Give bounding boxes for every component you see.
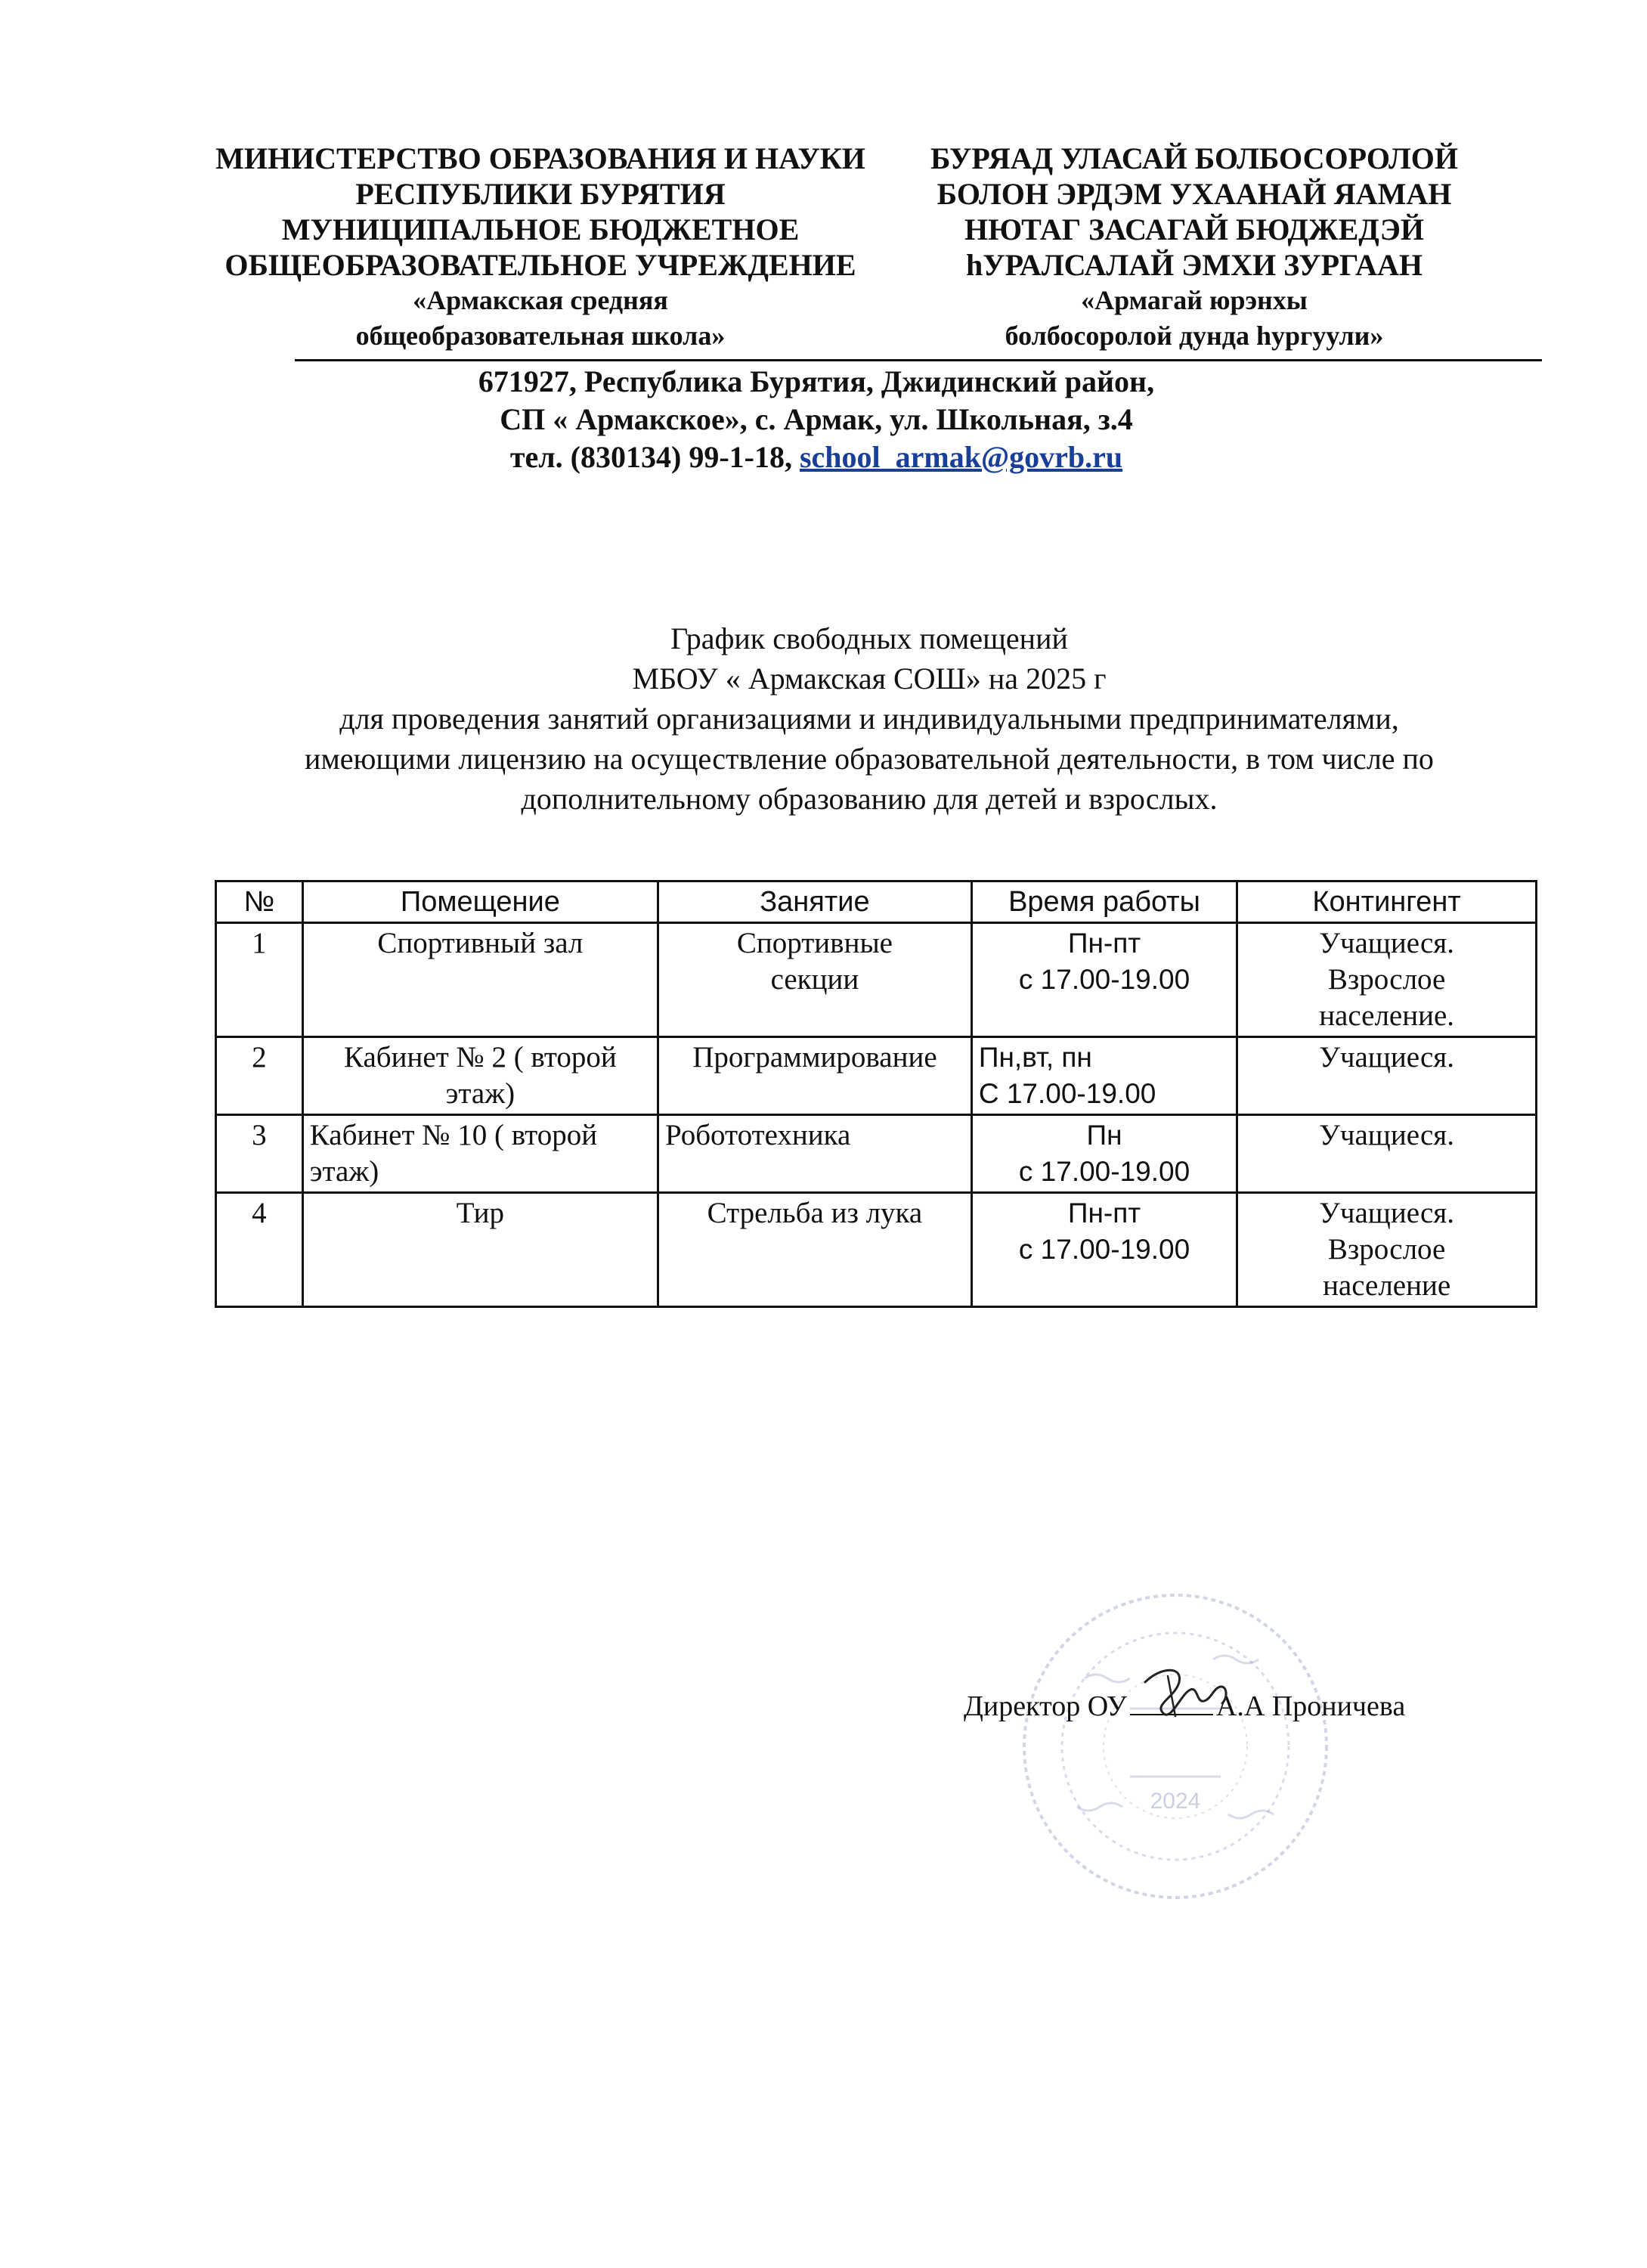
header-contingent: Контингент (1237, 881, 1537, 923)
cell-room-line: Кабинет № 2 ( второй (343, 1041, 617, 1074)
cell-time-line: С 17.00-19.00 (978, 1078, 1156, 1109)
cell-time (971, 1193, 1237, 1307)
email-link[interactable]: school_armak@govrb.ru (799, 440, 1123, 474)
cell-contingent (1237, 923, 1537, 1037)
letterhead-left-line2: РЕСПУБЛИКИ БУРЯТИЯ (355, 177, 726, 211)
table-row (216, 1193, 1537, 1307)
school-stamp (1017, 1588, 1334, 1905)
cell-room-line: этаж) (309, 1155, 379, 1188)
cell-time-line: Пн-пт (1067, 1198, 1141, 1228)
contact-line (348, 438, 1285, 476)
cell-contingent (1237, 1193, 1537, 1307)
header-time: Время работы (971, 881, 1237, 923)
letterhead-divider (295, 359, 1542, 361)
letterhead-left (197, 141, 884, 354)
table-row (216, 923, 1537, 1037)
cell-room: Тир (302, 1193, 658, 1307)
document-title (197, 618, 1542, 819)
stamp-year: 2024 (1150, 1789, 1201, 1814)
table-row (216, 1037, 1537, 1115)
signatory-name: А.А Проничева (1215, 1690, 1406, 1722)
cell-activity-line: Спортивные (736, 927, 893, 959)
handwritten-signature (1138, 1659, 1236, 1727)
cell-contingent-line: Взрослое (1327, 963, 1446, 996)
cell-activity: Стрельба из лука (658, 1193, 972, 1307)
cell-activity: Робототехника (658, 1115, 972, 1193)
cell-time (971, 1037, 1237, 1115)
letterhead-left-line6: общеобразовательная школа» (355, 321, 726, 351)
address-line-1: 671927, Республика Бурятия, Джидинский район, (478, 364, 1155, 398)
cell-time-line: с 17.00-19.00 (1018, 1234, 1190, 1265)
title-line-2: МБОУ « Армакская СОШ» на 2025 г (632, 662, 1107, 696)
letterhead-right-line6: болбосоролой дунда hургуули» (1005, 321, 1384, 351)
header-number: № (216, 881, 303, 923)
cell-contingent: Учащиеся. (1237, 1115, 1537, 1193)
cell-contingent-line: Взрослое (1327, 1233, 1446, 1266)
table-header-row (216, 881, 1537, 923)
letterhead-left-line5: «Армакская средняя (413, 285, 668, 315)
cell-number: 4 (216, 1193, 303, 1307)
letterhead-left-line1: МИНИСТЕРСТВО ОБРАЗОВАНИЯ И НАУКИ (215, 141, 865, 175)
cell-activity: Программирование (658, 1037, 972, 1115)
letterhead-right-line5: «Армагай юрэнхы (1081, 285, 1308, 315)
letterhead-left-line4: ОБЩЕОБРАЗОВАТЕЛЬНОЕ УЧРЕЖДЕНИЕ (224, 248, 856, 282)
cell-time-line: Пн (1086, 1120, 1122, 1151)
title-line-1: График свободных помещений (670, 621, 1068, 655)
cell-number: 1 (216, 923, 303, 1037)
cell-room (302, 1115, 658, 1193)
cell-time-line: Пн-пт (1067, 928, 1141, 959)
cell-time (971, 1115, 1237, 1193)
title-line-4: имеющими лицензию на осуществление образовательной деятельности, в том числе по (305, 742, 1434, 776)
cell-contingent-line: Учащиеся. (1319, 1197, 1454, 1229)
title-line-3: для проведения занятий организациями и индивидуальными предпринимателями, (339, 702, 1399, 736)
cell-activity (658, 923, 972, 1037)
cell-time-line: Пн,вт, пн (978, 1042, 1092, 1073)
letterhead-right-line1: БУРЯАД УЛАСАЙ БОЛБОСОРОЛОЙ (930, 141, 1459, 175)
cell-time (971, 923, 1237, 1037)
table-row (216, 1115, 1537, 1193)
cell-time-line: с 17.00-19.00 (1018, 1156, 1190, 1187)
cell-time-line: с 17.00-19.00 (1018, 964, 1190, 995)
cell-room: Спортивный зал (302, 923, 658, 1037)
address-line-2: СП « Армакское», с. Армак, ул. Школьная, з.4 (500, 402, 1133, 436)
cell-contingent-line: население. (1319, 999, 1455, 1032)
cell-room-line: Кабинет № 10 ( второй (309, 1119, 598, 1151)
premises-table (215, 880, 1537, 1308)
address-block (348, 363, 1285, 476)
cell-room-line: этаж) (445, 1077, 515, 1110)
header-activity: Занятие (658, 881, 972, 923)
letterhead-left-line3: МУНИЦИПАЛЬНОЕ БЮДЖЕТНОЕ (281, 212, 800, 246)
letterhead-right-line3: НЮТАГ ЗАСАГАЙ БЮДЖЕДЭЙ (964, 212, 1425, 246)
phone-text: тел. (830134) 99-1-18, (509, 440, 800, 474)
letterhead-right (892, 141, 1497, 354)
title-line-5: дополнительному образованию для детей и взрослых. (521, 782, 1218, 816)
cell-room (302, 1037, 658, 1115)
cell-contingent-line: Учащиеся. (1319, 927, 1454, 959)
cell-number: 2 (216, 1037, 303, 1115)
cell-number: 3 (216, 1115, 303, 1193)
letterhead-right-line2: БОЛОН ЭРДЭМ УХААНАЙ ЯАМАН (936, 177, 1452, 211)
header-room: Помещение (302, 881, 658, 923)
letterhead-right-line4: hУРАЛСАЛАЙ ЭМХИ ЗУРГААН (966, 248, 1423, 282)
signatory-role: Директор ОУ (964, 1690, 1127, 1722)
cell-contingent: Учащиеся. (1237, 1037, 1537, 1115)
cell-activity-line: секции (770, 963, 859, 996)
cell-contingent-line: население (1323, 1269, 1451, 1302)
